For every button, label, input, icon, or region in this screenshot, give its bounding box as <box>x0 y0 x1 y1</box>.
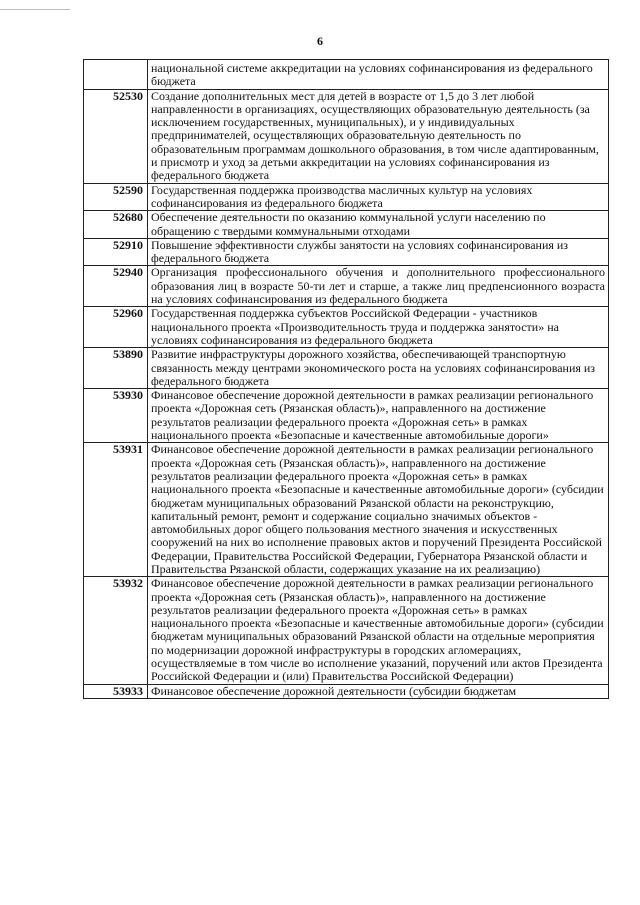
row-description: Финансовое обеспечение дорожной деятельности в рамках реализации регионального проекта «Дорожная сеть (Рязанская область)», направленного на достижение результатов реализации федерального проекта «Дорожная сеть» в рамках национального проекта «Безопасные и качественные автомобильные дороги» (субсидии бюджетам муниципальных образований Рязанской области на отдельные мероприятия по модернизации дорожной инфраструктуры в городских агломерациях, осуществляемые в том числе во исполнение указаний, поручений или актов Президента Российской Федерации и (или) Правительства Российской Федерации) <box>148 577 609 684</box>
table-row <box>84 183 609 211</box>
row-code: 52910 <box>84 238 148 266</box>
row-description: Финансовое обеспечение дорожной деятельности в рамках реализации регионального проекта «Дорожная сеть (Рязанская область)», направленного на достижение результатов реализации федерального проекта «Дорожная сеть» в рамках национального проекта «Безопасные и качественные автомобильные дороги» (субсидии бюджетам муниципальных образований Рязанской области на реконструкцию, капитальный ремонт, ремонт и содержание социально значимых объектов - автомобильных дорог общего пользования местного значения и искусственных сооружений на них во исполнение правовых актов и поручений Президента Российской Федерации, Правительства Российской Федерации, Губернатора Рязанской области и Правительства Рязанской области, содержащих указание на их реализацию) <box>148 443 609 577</box>
row-description: Повышение эффективности службы занятости на условиях софинансирования из федерального бюджета <box>148 238 609 266</box>
row-description: Государственная поддержка субъектов Российской Федерации - участников национального проекта «Производительность труда и поддержка занятости» на условиях софинансирования из федерального бюджета <box>148 307 609 348</box>
row-code: 52940 <box>84 266 148 307</box>
row-code: 52960 <box>84 307 148 348</box>
page-corner-mark <box>0 0 70 10</box>
table-row <box>84 266 609 307</box>
table-row <box>84 307 609 348</box>
page-number: 6 <box>317 34 323 48</box>
row-description: Развитие инфраструктуры дорожного хозяйства, обеспечивающей транспортную связанность между центрами экономического роста на условиях софинансирования из федерального бюджета <box>148 348 609 389</box>
row-code: 53890 <box>84 348 148 389</box>
row-code: 53931 <box>84 443 148 577</box>
table-row <box>84 211 609 239</box>
table-row <box>84 577 609 684</box>
row-code: 53933 <box>84 684 148 698</box>
row-code <box>84 60 148 90</box>
row-description: Государственная поддержка производства масличных культур на условиях софинансирования из федерального бюджета <box>148 183 609 211</box>
table-row <box>84 348 609 389</box>
budget-code-table <box>83 59 609 699</box>
row-description: Организация профессионального обучения и дополнительного профессионального образования лиц в возрасте 50-ти лет и старше, а также лиц предпенсионного возраста на условиях софинансирования из федерального бюджета <box>148 266 609 307</box>
row-description: Финансовое обеспечение дорожной деятельности (субсидии бюджетам <box>148 684 609 698</box>
table-row <box>84 389 609 443</box>
table-row <box>84 443 609 577</box>
row-code: 52530 <box>84 89 148 183</box>
row-code: 53930 <box>84 389 148 443</box>
row-description: Обеспечение деятельности по оказанию коммунальной услуги населению по обращению с твердыми коммунальными отходами <box>148 211 609 239</box>
row-description: Финансовое обеспечение дорожной деятельности в рамках реализации регионального проекта «Дорожная сеть (Рязанская область)», направленного на достижение результатов реализации федерального проекта «Дорожная сеть» в рамках национального проекта «Безопасные и качественные автомобильные дороги» <box>148 389 609 443</box>
row-description: Создание дополнительных мест для детей в возрасте от 1,5 до 3 лет любой направленности в организациях, осуществляющих образовательную деятельность (за исключением государственных, муниципальных), и у индивидуальных предпринимателей, осуществляющих образовательную деятельность по образовательным программам дошкольного образования, в том числе адаптированным, и присмотр и уход за детьми аккредитации на условиях софинансирования из федерального бюджета <box>148 89 609 183</box>
row-code: 52590 <box>84 183 148 211</box>
table-row <box>84 684 609 698</box>
row-code: 52680 <box>84 211 148 239</box>
table-row <box>84 89 609 183</box>
row-description: национальной системе аккредитации на условиях софинансирования из федерального бюджета <box>148 60 609 90</box>
table-row <box>84 60 609 90</box>
table-row <box>84 238 609 266</box>
row-code: 53932 <box>84 577 148 684</box>
